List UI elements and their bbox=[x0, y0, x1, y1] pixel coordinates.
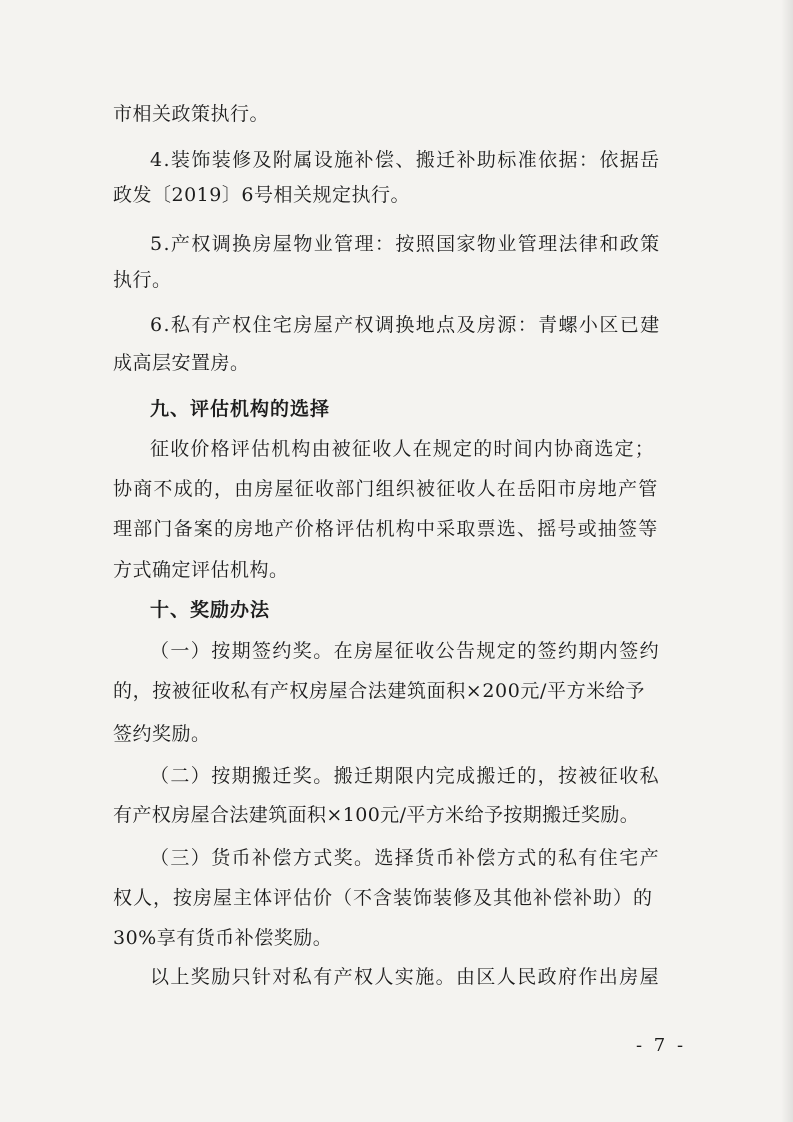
page-number: - 7 - bbox=[636, 1035, 687, 1056]
scan-edge-shadow bbox=[781, 0, 793, 1122]
text-line: （二）按期搬迁奖。搬迁期限内完成搬迁的，按被征收私 bbox=[150, 765, 661, 787]
section-heading-9: 九、评估机构的选择 bbox=[150, 398, 331, 420]
text-line: 协商不成的，由房屋征收部门组织被征收人在岳阳市房地产管 bbox=[113, 478, 659, 500]
text-line: 执行。 bbox=[113, 269, 172, 291]
text-line: 5.产权调换房屋物业管理：按照国家物业管理法律和政策 bbox=[150, 233, 661, 255]
text-line: （一）按期签约奖。在房屋征收公告规定的签约期内签约 bbox=[150, 640, 661, 662]
text-line: 征收价格评估机构由被征收人在规定的时间内协商选定； bbox=[150, 438, 656, 460]
text-line: 签约奖励。 bbox=[113, 723, 211, 745]
text-line: 6.私有产权住宅房屋产权调换地点及房源：青螺小区已建 bbox=[150, 314, 661, 336]
text-line: 成高层安置房。 bbox=[113, 352, 250, 374]
text-line: 方式确定评估机构。 bbox=[113, 559, 289, 581]
section-heading-10: 十、奖励办法 bbox=[150, 599, 271, 621]
text-line: 理部门备案的房地产价格评估机构中采取票选、摇号或抽签等 bbox=[113, 518, 659, 540]
text-line: 的，按被征收私有产权房屋合法建筑面积×200元/平方米给予 bbox=[113, 680, 645, 702]
text-line: 市相关政策执行。 bbox=[113, 103, 270, 125]
text-line: 4.装饰装修及附属设施补偿、搬迁补助标准依据：依据岳 bbox=[150, 149, 661, 171]
text-line: （三）货币补偿方式奖。选择货币补偿方式的私有住宅产 bbox=[150, 847, 661, 869]
text-line: 权人，按房屋主体评估价（不含装饰装修及其他补偿补助）的 bbox=[113, 887, 654, 909]
text-line: 有产权房屋合法建筑面积×100元/平方米给予按期搬迁奖励。 bbox=[113, 804, 640, 826]
text-line: 以上奖励只针对私有产权人实施。由区人民政府作出房屋 bbox=[150, 966, 661, 988]
text-line: 政发〔2019〕6号相关规定执行。 bbox=[113, 184, 410, 206]
text-line: 30%享有货币补偿奖励。 bbox=[113, 927, 333, 949]
